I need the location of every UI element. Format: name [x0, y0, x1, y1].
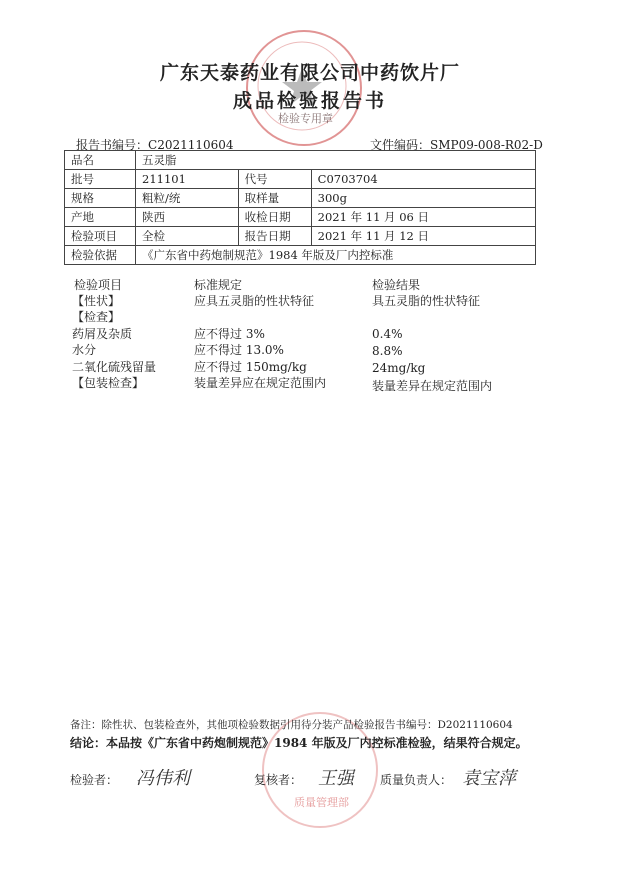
name-label: 品名 [71, 153, 94, 167]
result-value: 8.8% [372, 344, 403, 358]
item-value: 全检 [136, 227, 239, 246]
result-item: 【检查】 [72, 310, 121, 324]
code-label: 代号 [244, 172, 268, 186]
sample-value: 300g [311, 189, 535, 208]
origin-label: 产地 [71, 210, 94, 224]
result-std: 应不得过 13.0% [194, 343, 284, 357]
company-name: 广东天泰药业有限公司中药饮片厂 [159, 62, 460, 84]
report-number: 报告书编号：C2021110604 [76, 138, 234, 152]
col-header-result: 检验结果 [372, 278, 421, 292]
result-item: 二氧化硫残留量 [72, 360, 157, 374]
batch-number: 211101 [136, 170, 239, 189]
col-header-item: 检验项目 [74, 278, 123, 292]
result-std: 应不得过 150mg/kg [194, 360, 307, 374]
file-code: 文件编码：SMP09-008-R02-D [370, 138, 543, 152]
report-date-label: 报告日期 [244, 229, 291, 243]
inspector: 检验者： 冯伟利 [70, 768, 190, 789]
qa-signature: 袁宝萍 [461, 768, 516, 789]
result-item: 水分 [72, 343, 97, 357]
spec-value: 粗粒/统 [136, 189, 239, 208]
spec-label: 规格 [71, 191, 94, 205]
result-value: 0.4% [372, 327, 403, 341]
item-label: 检验项目 [71, 229, 117, 243]
result-value: 装量差异在规定范围内 [372, 379, 493, 393]
result-item: 【包装检查】 [72, 376, 145, 390]
qa-seal: 质量管理部 [262, 712, 378, 828]
reviewer: 复核者： 王强 [254, 768, 354, 789]
result-value: 具五灵脂的性状特征 [372, 294, 481, 308]
col-header-std: 标准规定 [194, 278, 243, 292]
qa-manager: 质量负责人： 袁宝萍 [380, 768, 516, 789]
report-title: 成品检验报告书 [232, 90, 387, 112]
product-code: C0703704 [311, 170, 535, 189]
conclusion: 结论：本品按《广东省中药炮制规范》1984 年版及厂内控标准检验，结果符合规定。 [70, 736, 528, 750]
result-item: 药屑及杂质 [72, 327, 133, 341]
report-date: 2021 年 11 月 12 日 [311, 227, 535, 246]
result-item: 【性状】 [72, 294, 121, 308]
inspection-seal: 检验专用章 [246, 30, 362, 146]
received-label: 收检日期 [244, 210, 291, 224]
inspector-signature: 冯伟利 [135, 768, 190, 789]
received-date: 2021 年 11 月 06 日 [311, 208, 535, 227]
result-std: 应不得过 3% [194, 327, 265, 341]
product-info-table [64, 150, 536, 265]
basis-value: 《广东省中药炮制规范》1984 年版及厂内控标准 [136, 246, 536, 265]
reviewer-signature: 王强 [317, 768, 354, 789]
origin-value: 陕西 [136, 208, 239, 227]
remark: 备注：除性状、包装检查外，其他项检验数据引用待分装产品检验报告书编号：D2021110604 [70, 719, 513, 731]
result-value: 24mg/kg [372, 361, 426, 375]
sample-label: 取样量 [244, 191, 280, 205]
result-std: 装量差异应在规定范围内 [194, 376, 327, 390]
batch-label: 批号 [71, 172, 94, 186]
product-name: 五灵脂 [136, 151, 536, 170]
result-std: 应具五灵脂的性状特征 [194, 294, 315, 308]
basis-label: 检验依据 [71, 248, 117, 262]
